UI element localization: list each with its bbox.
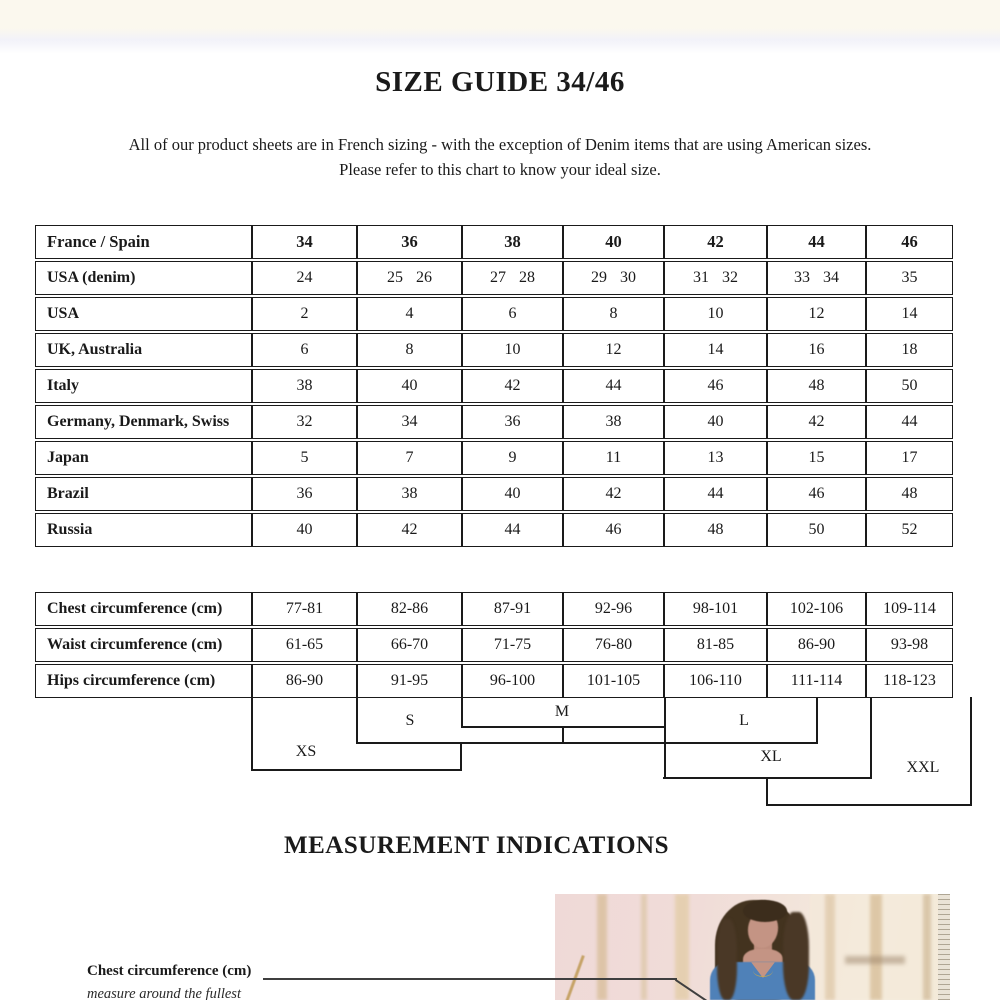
bracket-line (461, 697, 463, 728)
photo-stripe (597, 894, 607, 1000)
cell-value: 31 32 (664, 261, 767, 295)
photo-stripe (923, 894, 931, 1000)
row-label: Russia (35, 513, 252, 547)
cell-value: 96-100 (462, 664, 563, 698)
top-gradient-band (0, 0, 1000, 54)
cell-value: 46 (563, 513, 664, 547)
cell-value: 76-80 (563, 628, 664, 662)
measurement-item-label: Chest circumference (cm) (87, 963, 252, 979)
page-title: SIZE GUIDE 34/46 (375, 66, 625, 98)
photo-stripe (870, 894, 882, 1000)
cell-value: 40 (357, 369, 462, 403)
measuring-tape-strip (938, 894, 950, 1000)
cell-value: 46 (664, 369, 767, 403)
cell-value: 40 (664, 405, 767, 439)
subtitle-line-1: All of our product sheets are in French sizing - with the exception of Denim items that are using American sizes. (128, 135, 872, 154)
cell-value: 48 (664, 513, 767, 547)
cell-value: 87-91 (462, 592, 563, 626)
subtitle-line-2: Please refer to this chart to know your ideal size. (339, 160, 661, 179)
cell-value: 40 (252, 513, 357, 547)
cell-value: 24 (252, 261, 357, 295)
table-row (35, 592, 953, 626)
model-hair-strand (783, 912, 809, 1000)
cell-value: 29 30 (563, 261, 664, 295)
cell-value: 44 (563, 369, 664, 403)
table-row (35, 628, 953, 662)
size-column-header: 44 (767, 225, 866, 259)
page-subtitle (0, 132, 1000, 182)
cell-value: 61-65 (252, 628, 357, 662)
table-row (35, 441, 953, 475)
row-label: Chest circumference (cm) (35, 592, 252, 626)
bracket-line (251, 697, 253, 771)
cell-value: 7 (357, 441, 462, 475)
cell-value: 91-95 (357, 664, 462, 698)
cell-value: 42 (767, 405, 866, 439)
cell-value: 38 (252, 369, 357, 403)
cell-value: 40 (462, 477, 563, 511)
size-label-m: M (554, 703, 570, 720)
size-column-header: 36 (357, 225, 462, 259)
bracket-line (356, 697, 358, 744)
cell-value: 10 (664, 297, 767, 331)
cell-value: 92-96 (563, 592, 664, 626)
bracket-line (664, 697, 666, 779)
bracket-line (870, 697, 872, 779)
cell-value: 38 (563, 405, 664, 439)
size-conversion-table (35, 223, 953, 549)
table-row (35, 369, 953, 403)
cell-value: 106-110 (664, 664, 767, 698)
size-column-header: 40 (563, 225, 664, 259)
cell-value: 17 (866, 441, 953, 475)
bracket-line (562, 726, 564, 744)
table-row (35, 333, 953, 367)
bracket-line (970, 697, 972, 806)
cell-value: 36 (252, 477, 357, 511)
cell-value: 35 (866, 261, 953, 295)
cell-value: 82-86 (357, 592, 462, 626)
model-hair-fringe (743, 900, 787, 922)
cell-value: 4 (357, 297, 462, 331)
cell-value: 50 (767, 513, 866, 547)
row-label: USA (35, 297, 252, 331)
measurement-item-note: measure around the fullest (87, 986, 241, 1000)
cell-value: 52 (866, 513, 953, 547)
cell-value: 93-98 (866, 628, 953, 662)
cell-value: 32 (252, 405, 357, 439)
photo-stripe (641, 894, 647, 1000)
bracket-line (461, 726, 666, 728)
model-hair-strand (717, 919, 737, 1000)
cell-value: 81-85 (664, 628, 767, 662)
cell-value: 50 (866, 369, 953, 403)
cell-value: 46 (767, 477, 866, 511)
model-necklace (753, 964, 773, 977)
size-column-header: 38 (462, 225, 563, 259)
cell-value: 2 (252, 297, 357, 331)
size-label-l: L (739, 712, 749, 729)
cell-value: 14 (866, 297, 953, 331)
header-row (35, 225, 953, 259)
row-label: Germany, Denmark, Swiss (35, 405, 252, 439)
row-label: Waist circumference (cm) (35, 628, 252, 662)
size-label-xxl: XXL (906, 759, 940, 776)
cell-value: 18 (866, 333, 953, 367)
row-label: Japan (35, 441, 252, 475)
cell-value: 33 34 (767, 261, 866, 295)
photo-shadow (845, 956, 905, 964)
bracket-line (663, 777, 872, 779)
cell-value: 101-105 (563, 664, 664, 698)
cell-value: 71-75 (462, 628, 563, 662)
table-row (35, 477, 953, 511)
cell-value: 11 (563, 441, 664, 475)
cell-value: 34 (357, 405, 462, 439)
cell-value: 5 (252, 441, 357, 475)
bracket-line (816, 697, 818, 744)
cell-value: 16 (767, 333, 866, 367)
bracket-line (251, 769, 462, 771)
row-label: Italy (35, 369, 252, 403)
bracket-line (766, 777, 768, 806)
cell-value: 44 (462, 513, 563, 547)
measurement-table (35, 590, 953, 700)
photo-stripe (825, 894, 835, 1000)
cell-value: 77-81 (252, 592, 357, 626)
cell-value: 6 (252, 333, 357, 367)
bracket-line (460, 742, 462, 771)
cell-value: 8 (357, 333, 462, 367)
size-column-header: 42 (664, 225, 767, 259)
bracket-line (356, 742, 818, 744)
measurement-indications-heading: MEASUREMENT INDICATIONS (284, 832, 669, 859)
corner-header: France / Spain (35, 225, 252, 259)
cell-value: 9 (462, 441, 563, 475)
cell-value: 42 (357, 513, 462, 547)
cell-value: 42 (563, 477, 664, 511)
table-row (35, 297, 953, 331)
row-label: Hips circumference (cm) (35, 664, 252, 698)
cell-value: 86-90 (767, 628, 866, 662)
table-row (35, 261, 953, 295)
size-column-header: 34 (252, 225, 357, 259)
cell-value: 38 (357, 477, 462, 511)
cell-value: 10 (462, 333, 563, 367)
cell-value: 109-114 (866, 592, 953, 626)
size-label-s: S (405, 712, 415, 729)
size-column-header: 46 (866, 225, 953, 259)
cell-value: 27 28 (462, 261, 563, 295)
cell-value: 48 (767, 369, 866, 403)
cell-value: 14 (664, 333, 767, 367)
cell-value: 6 (462, 297, 563, 331)
cell-value: 48 (866, 477, 953, 511)
cell-value: 86-90 (252, 664, 357, 698)
cell-value: 111-114 (767, 664, 866, 698)
cell-value: 118-123 (866, 664, 953, 698)
cell-value: 13 (664, 441, 767, 475)
cell-value: 44 (866, 405, 953, 439)
cell-value: 25 26 (357, 261, 462, 295)
connector-line (263, 978, 677, 980)
bracket-line (766, 804, 972, 806)
cell-value: 42 (462, 369, 563, 403)
cell-value: 66-70 (357, 628, 462, 662)
model-photo (555, 894, 950, 1000)
cell-value: 44 (664, 477, 767, 511)
cell-value: 12 (563, 333, 664, 367)
table-row (35, 513, 953, 547)
row-label: UK, Australia (35, 333, 252, 367)
cell-value: 98-101 (664, 592, 767, 626)
cell-value: 36 (462, 405, 563, 439)
size-label-xl: XL (760, 748, 782, 765)
cell-value: 15 (767, 441, 866, 475)
table-row (35, 405, 953, 439)
cell-value: 8 (563, 297, 664, 331)
size-label-xs: XS (295, 743, 317, 760)
cell-value: 102-106 (767, 592, 866, 626)
table-row (35, 664, 953, 698)
row-label: USA (denim) (35, 261, 252, 295)
row-label: Brazil (35, 477, 252, 511)
cell-value: 12 (767, 297, 866, 331)
